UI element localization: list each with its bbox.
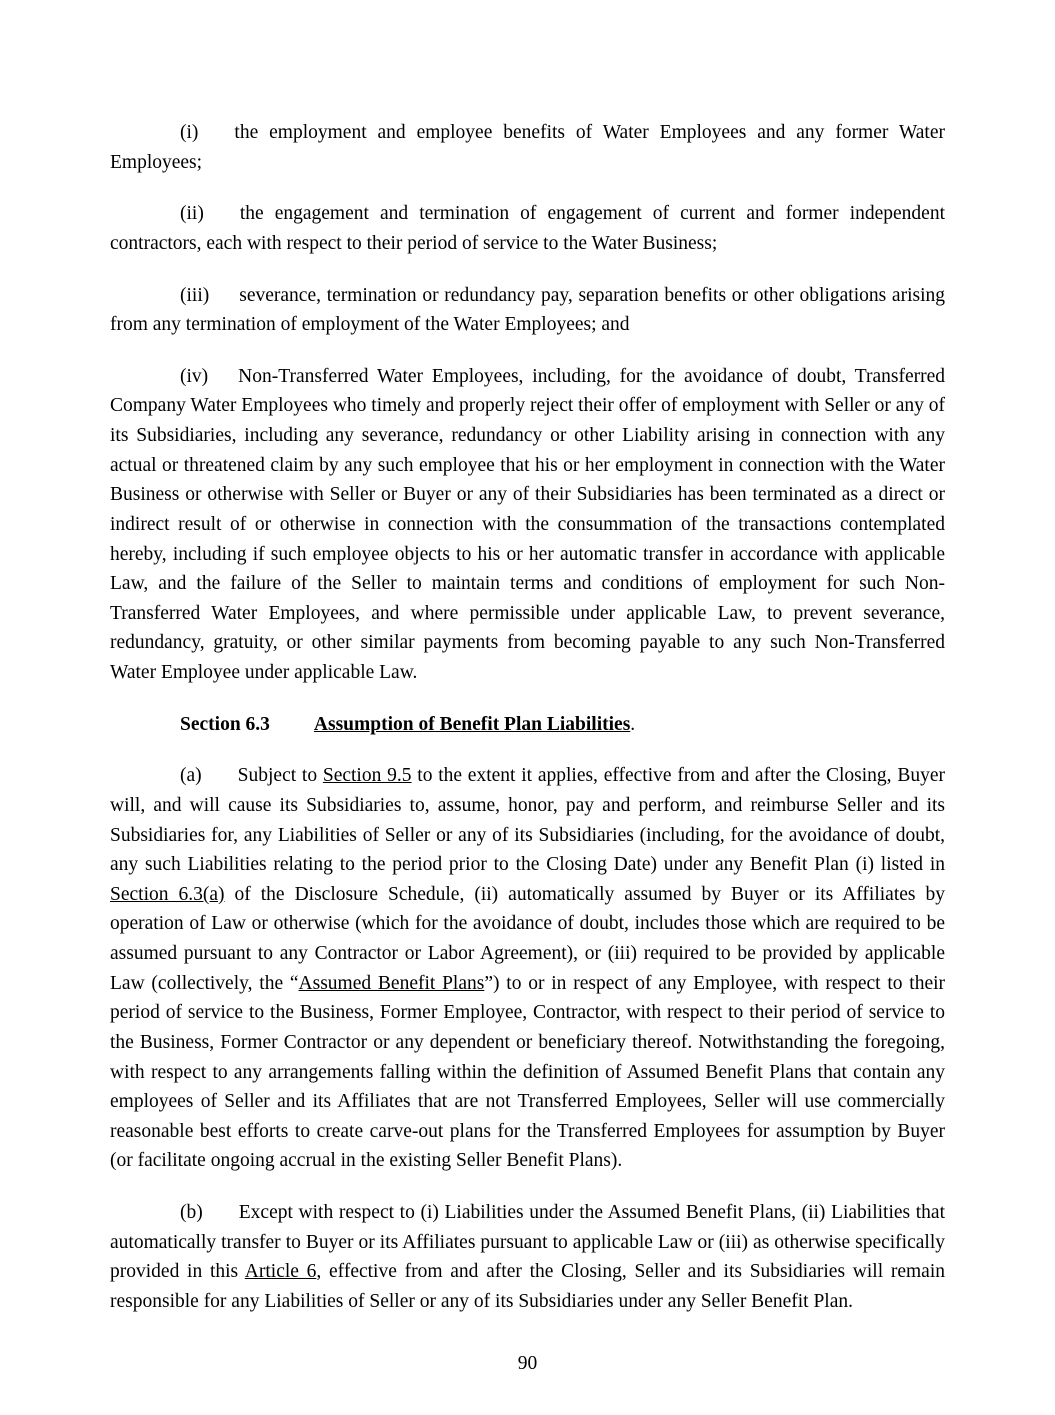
section-trailing-period: .	[630, 713, 636, 735]
clause-iii	[110, 281, 945, 340]
clause-i	[110, 118, 945, 177]
subsection-text-part: of the Disclosure Schedule, (ii) automatically assumed by Buyer or its Affiliates by operation of Law or otherwise (which for the avoidance of doubt, includes those which are required to be assumed pursuant to any Contractor or Labor Agreement), or (iii) required to be provided by applicable Law (collectively, the “	[110, 883, 945, 994]
subsection-text-part: Except with respect to (i) Liabilities under the Assumed Benefit Plans, (ii) Liabilities that automatically transfer to Buyer or its Affiliates pursuant to applicable Law or (iii) as otherwise specifically provided in this	[110, 1202, 945, 1283]
subsection-text-part: , effective from and after the Closing, Seller and its Subsidiaries will remain responsible for any Liabilities of Seller or any of its Subsidiaries under any Seller Benefit Plan.	[110, 1261, 945, 1312]
subsection-marker: (a)	[180, 765, 202, 787]
defined-term-assumed-benefit-plans: Assumed Benefit Plans	[298, 972, 485, 994]
section-number: Section 6.3	[180, 713, 270, 735]
clause-marker: (i)	[180, 122, 199, 143]
cross-reference-section-9-5: Section 9.5	[322, 765, 412, 787]
clause-ii	[110, 199, 945, 258]
cross-reference-article-6: Article 6	[244, 1261, 317, 1283]
clause-text: the employment and employee benefits of Water Employees and any former Water Employees;	[110, 122, 945, 173]
clause-text: the engagement and termination of engagement of current and former independent contractors, each with respect to their period of service to the Water Business;	[110, 203, 945, 254]
subsection-a	[110, 761, 945, 1176]
clause-text: Non-Transferred Water Employees, including, for the avoidance of doubt, Transferred Company Water Employees who timely and properly reject their offer of employment with Seller or any of its Subsidiaries, including any severance, redundancy or other Liability arising in connection with any actual or threatened claim by any such employee that his or her employment in connection with the Water Business or otherwise with Seller or Buyer or any of their Subsidiaries has been terminated as a direct or indirect result of or otherwise in connection with the consummation of the transactions contemplated hereby, including if such employee objects to his or her automatic transfer in accordance with applicable Law, and the failure of the Seller to maintain terms and conditions of employment for such Non-Transferred Water Employees, and where permissible under applicable Law, to prevent severance, redundancy, gratuity, or other similar payments from becoming payable to any such Non-Transferred Water Employee under applicable Law.	[110, 365, 945, 683]
page-number: 90	[517, 1352, 538, 1374]
cross-reference-section-6-3-a: Section 6.3(a)	[110, 883, 225, 905]
section-title: Assumption of Benefit Plan Liabilities	[313, 713, 631, 735]
subsection-marker: (b)	[180, 1202, 203, 1223]
section-heading	[110, 710, 945, 740]
clause-marker: (iv)	[180, 365, 209, 387]
clause-marker: (iii)	[180, 284, 210, 306]
subsection-text-part: Subject to	[237, 765, 323, 787]
clause-iv	[110, 362, 945, 688]
subsection-b	[110, 1198, 945, 1317]
clause-text: severance, termination or redundancy pay, separation benefits or other obligations arising from any termination of employment of the Water Employees; and	[110, 284, 945, 336]
document-body	[110, 118, 945, 1317]
subsection-text-part: ”) to or in respect of any Employee, with respect to their period of service to the Business, Former Employee, Contractor, with respect to their period of service to the Business, Former Contractor or any dependent or beneficiary thereof. Notwithstanding the foregoing, with respect to any arrangements falling within the definition of Assumed Benefit Plans that contain any employees of Seller and its Affiliates that are not Transferred Employees, Seller will use commercially reasonable best efforts to create carve-out plans for the Transferred Employees for assumption by Buyer (or facilitate ongoing accrual in the existing Seller Benefit Plans).	[110, 972, 946, 1172]
subsection-text-part: to the extent it applies, effective from and after the Closing, Buyer will, and will cause its Subsidiaries to, assume, honor, pay and perform, and reimburse Seller and its Subsidiaries for, any Liabilities of Seller or any of its Subsidiaries (including, for the avoidance of doubt, any such Liabilities relating to the period prior to the Closing Date) under any Benefit Plan (i) listed in	[110, 765, 945, 876]
clause-marker: (ii)	[180, 203, 204, 225]
